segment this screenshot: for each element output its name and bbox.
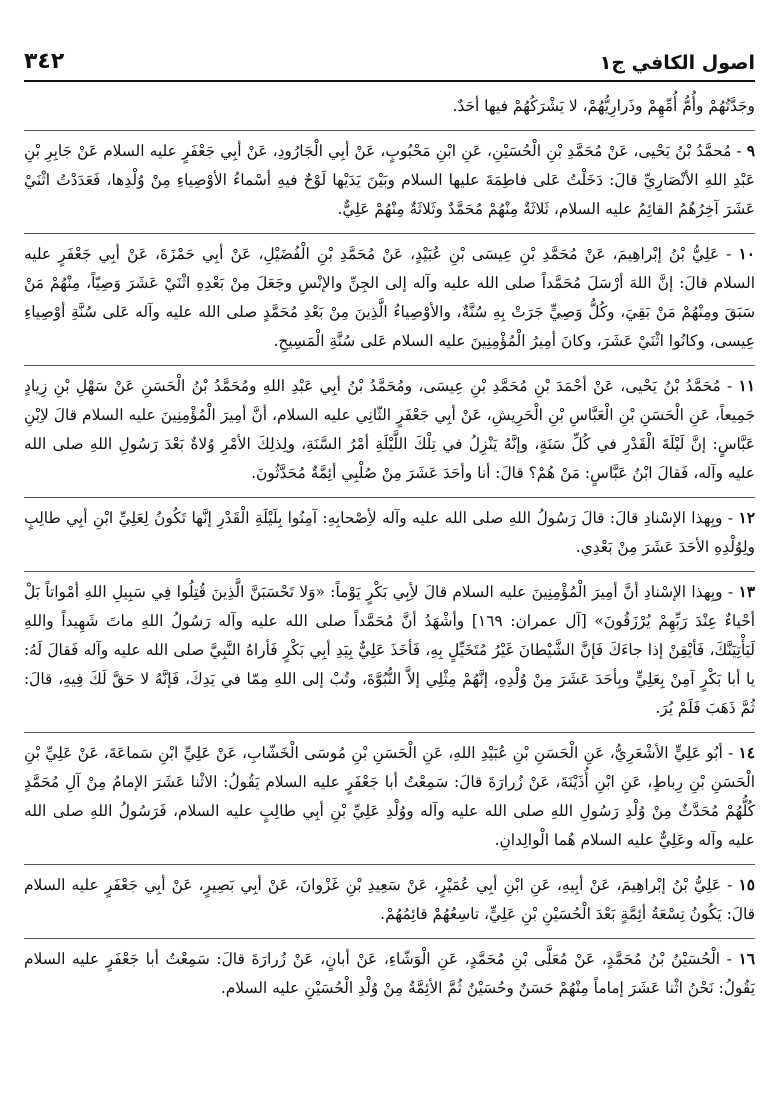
running-title: اصول الكافي ج١ <box>599 52 755 74</box>
hadith-number: ١٥ <box>738 876 755 894</box>
hadith-paragraph-12 <box>24 504 755 562</box>
hadith-text: - مُحمَّدُ بْنُ يَحْيى، عَنْ مُحَمَّدِ بْنِ الْحُسَيْنِ، عَنِ ابْنِ مَحْبُوبٍ، عَنْ أبِي الْجَارُودِ، عَنْ أبِي جَعْفَرٍ عليه السلام عَنْ جَابِرِ بْنِ عَبْدِ اللهِ الأنْصَارِيِّ قالَ: دَخَلْتُ عَلى فاطِمَةَ عليها السلام وبَيْنَ يَدَيْها لَوْحٌ فيهِ أسْماءُ الأوْصِياءِ مِنْ وُلْدِها، فَعَدَدْتُ اثْنَيْ عَشَرَ آخِرُهُمُ القائِمُ عليه السلام، ثَلاثَةٌ مِنْهُمْ مُحَمَّدٌ وثَلاثَةٌ مِنْهُمْ عَلِيٌّ. <box>24 142 755 218</box>
hadith-paragraph-9 <box>24 137 755 224</box>
hadith-number: ٩ <box>746 142 755 160</box>
hadith-number: ١٦ <box>738 950 755 968</box>
paragraph-divider <box>24 571 755 572</box>
hadith-paragraph-14 <box>24 739 755 855</box>
hadith-text: - عَلِيُّ بْنُ إبْراهِيمَ، عَنْ أبِيهِ، عَنِ ابْنِ أبِي عُمَيْرٍ، عَنْ سَعِيدِ بْنِ غَزْوانَ، عَنْ أبِي بَصِيرٍ، عَنْ أبِي جَعْفَرٍ عليه السلام قالَ: يَكُونُ تِسْعَةُ أئِمَّةٍ بَعْدَ الْحُسَيْنِ بْنِ عَلِيٍّ، تاسِعُهُمْ قائِمُهُمْ. <box>24 876 755 923</box>
paragraph-divider <box>24 130 755 131</box>
hadith-text: - عَلِيُّ بْنُ إبْراهِيمَ، عَنْ مُحَمَّدِ بْنِ عِيسَى بْنِ عُبَيْدٍ، عَنْ مُحَمَّدِ بْنِ الْفُضَيْلِ، عَنْ أبِي حَمْزَةَ، عَنْ أبِي جَعْفَرٍ عليه السلام قالَ: إنَّ اللهَ أرْسَلَ مُحَمَّداً صلى الله عليه وآله إلى الجِنِّ والإنْسِ وجَعَلَ مِنْ بَعْدِهِ اثْنَيْ عَشَرَ وَصِيّاً، مِنْهُمْ مَنْ سَبَقَ ومِنْهُمْ مَنْ بَقِيَ، وكُلُّ وَصِيٍّ جَرَتْ بِهِ سُنَّةٌ، والأوْصِياءُ الَّذِينَ مِنْ بَعْدِ مُحَمَّدٍ صلى الله عليه وآله عَلى سُنَّةِ أوْصِياءِ عِيسى، وكانُوا اثْنَيْ عَشَرَ، وكانَ أمِيرُ الْمُؤْمِنِينَ عليه السلام عَلى سُنَّةِ الْمَسِيحِ. <box>24 245 755 350</box>
paragraph-divider <box>24 864 755 865</box>
hadith-paragraph-13 <box>24 578 755 723</box>
paragraph-text: وجَدَّتُهُمْ وأُمُّ أُمِّهِمْ وذَرارِيُّهُمْ، لا يَشْرَكُهُمْ فيها أحَدٌ. <box>452 97 755 115</box>
paragraph-divider <box>24 497 755 498</box>
hadith-paragraph-16 <box>24 945 755 1003</box>
hadith-paragraph-15 <box>24 871 755 929</box>
hadith-number: ١٢ <box>738 509 755 527</box>
page-header <box>24 44 755 74</box>
paragraph-divider <box>24 233 755 234</box>
hadith-text: - مُحَمَّدُ بْنُ يَحْيى، عَنْ أحْمَدَ بْنِ مُحَمَّدِ بْنِ عِيسَى، ومُحَمَّدُ بْنُ أبِي عَبْدِ اللهِ ومُحَمَّدُ بْنُ الْحَسَنِ عَنْ سَهْلِ بْنِ زِيادٍ جَمِيعاً، عَنِ الْحَسَنِ بْنِ الْعَبَّاسِ بْنِ الْحَرِيشِ، عَنْ أبِي جَعْفَرٍ الثّانِي عليه السلام، أنَّ أمِيرَ الْمُؤْمِنِينَ عليه السلام قالَ لاِبْنِ عَبَّاسٍ: إنَّ لَيْلَةَ الْقَدْرِ في كُلِّ سَنَةٍ، وإنَّهُ يَنْزِلُ في تِلْكَ اللَّيْلَةِ أمْرُ السَّنَةِ، ولِذلِكَ الأمْرِ وُلاةٌ بَعْدَ رَسُولِ اللهِ صلى الله عليه وآله، فَقالَ ابْنُ عَبَّاسٍ: مَنْ هُمْ؟ قالَ: أنا وأحَدَ عَشَرَ مِنْ صُلْبِي أئِمَّةٌ مُحَدَّثُونَ. <box>24 377 755 482</box>
paragraph-continuation <box>24 92 755 121</box>
hadith-number: ١٠ <box>738 245 755 263</box>
hadith-text: - الْحُسَيْنُ بْنُ مُحَمَّدٍ، عَنْ مُعَلَّى بْنِ مُحَمَّدٍ، عَنِ الْوَشّاءِ، عَنْ أبانٍ، عَنْ زُرارَةَ قالَ: سَمِعْتُ أبا جَعْفَرٍ عليه السلام يَقُولُ: نَحْنُ اثْنا عَشَرَ إماماً مِنْهُمْ حَسَنٌ وحُسَيْنٌ ثُمَّ الأئِمَّةُ مِنْ وُلْدِ الْحُسَيْنِ عليه السلام. <box>24 950 755 997</box>
paragraph-divider <box>24 732 755 733</box>
header-rule <box>24 80 755 82</box>
hadith-paragraph-10 <box>24 240 755 356</box>
paragraph-divider <box>24 938 755 939</box>
paragraph-divider <box>24 365 755 366</box>
hadith-text: - أبُو عَلِيٍّ الأشْعَرِيُّ، عَنِ الْحَسَنِ بْنِ عُبَيْدِ اللهِ، عَنِ الْحَسَنِ بْنِ مُوسَى الْخَشّابِ، عَنْ عَلِيِّ ابْنِ سَماعَةَ، عَنْ عَلِيِّ بْنِ الْحَسَنِ بْنِ رِباطٍ، عَنِ ابْنِ أُذَيْنَةَ، عَنْ زُرارَةَ قالَ: سَمِعْتُ أبا جَعْفَرٍ عليه السلام يَقُولُ: الاثْنا عَشَرَ الإمامُ مِنْ آلِ مُحَمَّدٍ كُلُّهُمْ مُحَدَّثٌ مِنْ وُلْدِ رَسُولِ اللهِ صلى الله عليه وآله ووُلْدِ عَلِيِّ بْنِ أبِي طالِبٍ عليه السلام، فَرَسُولُ اللهِ صلى الله عليه وآله وعَلِيٌّ عليه السلام هُما الْوالِدانِ. <box>24 744 756 849</box>
hadith-text: - وبِهذا الإسْنادِ أنَّ أمِيرَ الْمُؤْمِنِينَ عليه السلام قالَ لأِبِي بَكْرٍ يَوْماً: «وَلا تَحْسَبَنَّ الَّذِينَ قُتِلُوا فِي سَبِيلِ اللهِ أمْواتاً بَلْ أحْياءٌ عِنْدَ رَبِّهِمْ يُرْزَقُونَ» [آل عمران: ١٦٩] وأشْهَدُ أنَّ مُحَمَّداً صلى الله عليه وآله رَسُولُ اللهِ ماتَ شَهِيداً واللهِ لَيَأْتِيَنَّكَ، فَأيْقِنْ إذا جاءَكَ فَإنَّ الشَّيْطانَ غَيْرُ مُتَخَيِّلٍ بِهِ، فَأخَذَ عَلِيٌّ بِيَدِ أبِي بَكْرٍ فَأراهُ النَّبِيَّ صلى الله عليه وآله فَقالَ لَهُ: يا أبا بَكْرٍ آمِنْ بِعَلِيٍّ وبِأحَدَ عَشَرَ مِنْ وُلْدِهِ، إنَّهُمْ مِثْلِي إلاَّ النُّبُوَّةَ، وتُبْ إلى اللهِ مِمّا في يَدِكَ، فَإنَّهُ لا حَقَّ لَكَ فِيهِ، قالَ: ثُمَّ ذَهَبَ فَلَمْ يُرَ. <box>24 583 755 717</box>
hadith-number: ١٤ <box>738 744 755 762</box>
hadith-paragraph-11 <box>24 372 755 488</box>
body-text <box>24 92 755 1003</box>
hadith-text: - وبِهذا الإسْنادِ قالَ: قالَ رَسُولُ اللهِ صلى الله عليه وآله لأِصْحابِهِ: آمِنُوا بِلَيْلَةِ الْقَدْرِ إنَّها تَكُونُ لِعَلِيِّ ابْنِ أبِي طالِبٍ ولِوُلْدِهِ الأحَدَ عَشَرَ مِنْ بَعْدِي. <box>24 509 755 556</box>
hadith-number: ١١ <box>738 377 755 395</box>
page-number: ٣٤٢ <box>24 49 65 74</box>
hadith-number: ١٣ <box>738 583 755 601</box>
